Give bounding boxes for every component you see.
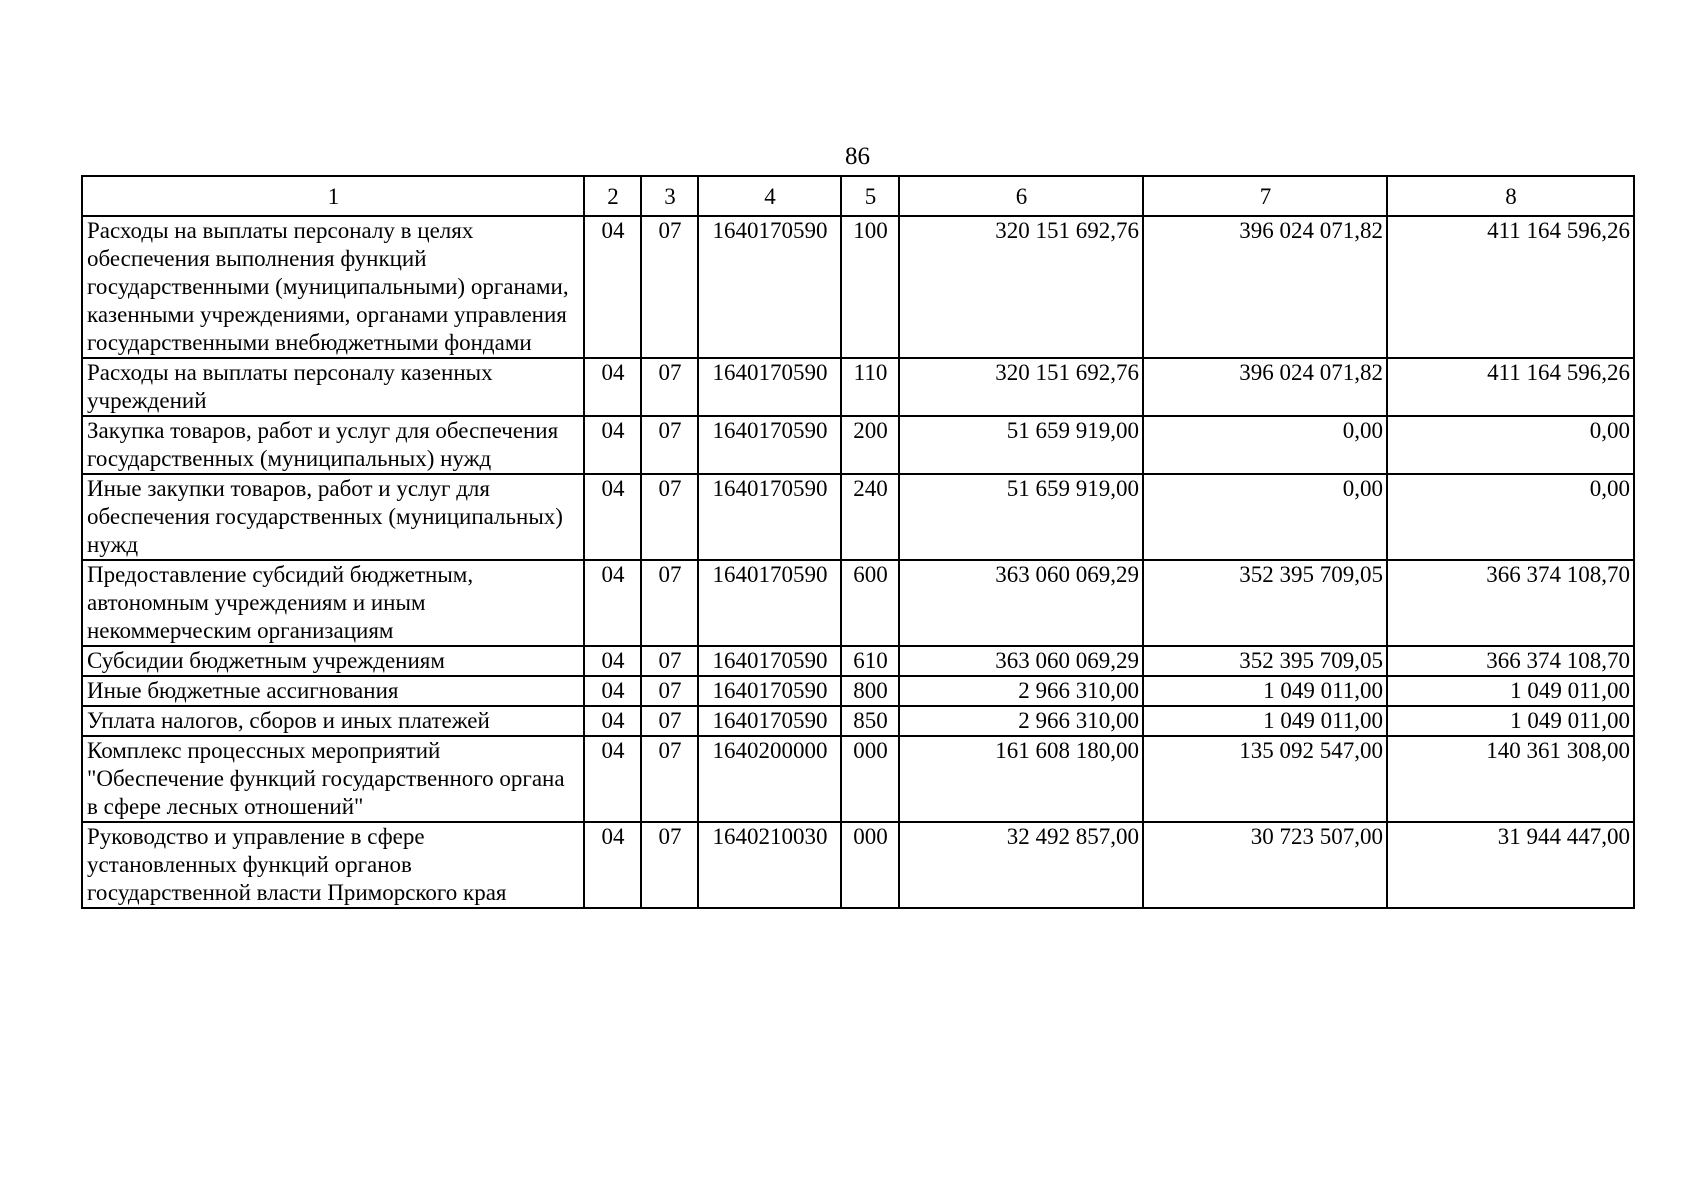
section-code-cell: 04 — [584, 560, 641, 646]
row-name-cell: Закупка товаров, работ и услуг для обеспечения государственных (муниципальных) нужд — [82, 416, 584, 474]
amount-cell-col6: 320 151 692,76 — [899, 216, 1143, 358]
amount-cell-col6: 363 060 069,29 — [899, 560, 1143, 646]
budget-table — [81, 175, 1635, 909]
table-row — [82, 560, 1634, 646]
target-article-cell: 1640170590 — [698, 646, 841, 676]
table-row — [82, 416, 1634, 474]
column-header: 6 — [899, 176, 1143, 216]
section-code-cell: 04 — [584, 736, 641, 822]
row-name-cell: Руководство и управление в сфере установленных функций органов государственной власти Приморского края — [82, 822, 584, 908]
target-article-cell: 1640170590 — [698, 358, 841, 416]
column-header: 1 — [82, 176, 584, 216]
amount-cell-col7: 30 723 507,00 — [1143, 822, 1387, 908]
amount-cell-col8: 1 049 011,00 — [1387, 706, 1634, 736]
target-article-cell: 1640200000 — [698, 736, 841, 822]
expense-type-cell: 200 — [841, 416, 899, 474]
section-code-cell: 04 — [584, 646, 641, 676]
amount-cell-col8: 0,00 — [1387, 416, 1634, 474]
column-header: 3 — [641, 176, 698, 216]
target-article-cell: 1640170590 — [698, 216, 841, 358]
expense-type-cell: 000 — [841, 736, 899, 822]
amount-cell-col6: 363 060 069,29 — [899, 646, 1143, 676]
table-row — [82, 358, 1634, 416]
amount-cell-col6: 51 659 919,00 — [899, 474, 1143, 560]
subsection-code-cell: 07 — [641, 676, 698, 706]
section-code-cell: 04 — [584, 706, 641, 736]
subsection-code-cell: 07 — [641, 358, 698, 416]
subsection-code-cell: 07 — [641, 416, 698, 474]
header-row — [82, 176, 1634, 216]
expense-type-cell: 600 — [841, 560, 899, 646]
subsection-code-cell: 07 — [641, 736, 698, 822]
row-name-cell: Расходы на выплаты персоналу в целях обеспечения выполнения функций государственными (муниципальными) органами, казенными учреждениями, органами управления государственными внебюджетными фондами — [82, 216, 584, 358]
table-row — [82, 676, 1634, 706]
subsection-code-cell: 07 — [641, 646, 698, 676]
row-name-cell: Уплата налогов, сборов и иных платежей — [82, 706, 584, 736]
subsection-code-cell: 07 — [641, 822, 698, 908]
target-article-cell: 1640210030 — [698, 822, 841, 908]
column-header: 5 — [841, 176, 899, 216]
table-row — [82, 216, 1634, 358]
target-article-cell: 1640170590 — [698, 416, 841, 474]
expense-type-cell: 240 — [841, 474, 899, 560]
target-article-cell: 1640170590 — [698, 474, 841, 560]
subsection-code-cell: 07 — [641, 216, 698, 358]
amount-cell-col8: 366 374 108,70 — [1387, 560, 1634, 646]
section-code-cell: 04 — [584, 676, 641, 706]
target-article-cell: 1640170590 — [698, 706, 841, 736]
expense-type-cell: 100 — [841, 216, 899, 358]
table-row — [82, 474, 1634, 560]
row-name-cell: Иные бюджетные ассигнования — [82, 676, 584, 706]
row-name-cell: Комплекс процессных мероприятий "Обеспечение функций государственного органа в сфере лесных отношений" — [82, 736, 584, 822]
amount-cell-col8: 1 049 011,00 — [1387, 676, 1634, 706]
amount-cell-col7: 396 024 071,82 — [1143, 216, 1387, 358]
table-row — [82, 736, 1634, 822]
expense-type-cell: 000 — [841, 822, 899, 908]
amount-cell-col8: 366 374 108,70 — [1387, 646, 1634, 676]
target-article-cell: 1640170590 — [698, 560, 841, 646]
amount-cell-col8: 140 361 308,00 — [1387, 736, 1634, 822]
amount-cell-col7: 1 049 011,00 — [1143, 676, 1387, 706]
expense-type-cell: 610 — [841, 646, 899, 676]
amount-cell-col7: 0,00 — [1143, 416, 1387, 474]
row-name-cell: Иные закупки товаров, работ и услуг для обеспечения государственных (муниципальных) нужд — [82, 474, 584, 560]
section-code-cell: 04 — [584, 216, 641, 358]
amount-cell-col7: 352 395 709,05 — [1143, 560, 1387, 646]
amount-cell-col7: 396 024 071,82 — [1143, 358, 1387, 416]
row-name-cell: Субсидии бюджетным учреждениям — [82, 646, 584, 676]
column-header: 2 — [584, 176, 641, 216]
amount-cell-col8: 0,00 — [1387, 474, 1634, 560]
section-code-cell: 04 — [584, 416, 641, 474]
page-number: 86 — [845, 143, 870, 170]
amount-cell-col7: 0,00 — [1143, 474, 1387, 560]
table-row — [82, 706, 1634, 736]
expense-type-cell: 800 — [841, 676, 899, 706]
row-name-cell: Расходы на выплаты персоналу казенных учреждений — [82, 358, 584, 416]
section-code-cell: 04 — [584, 474, 641, 560]
amount-cell-col7: 1 049 011,00 — [1143, 706, 1387, 736]
amount-cell-col7: 135 092 547,00 — [1143, 736, 1387, 822]
target-article-cell: 1640170590 — [698, 676, 841, 706]
row-name-cell: Предоставление субсидий бюджетным, автономным учреждениям и иным некоммерческим организациям — [82, 560, 584, 646]
column-header: 8 — [1387, 176, 1634, 216]
section-code-cell: 04 — [584, 358, 641, 416]
amount-cell-col6: 32 492 857,00 — [899, 822, 1143, 908]
amount-cell-col6: 161 608 180,00 — [899, 736, 1143, 822]
section-code-cell: 04 — [584, 822, 641, 908]
amount-cell-col6: 2 966 310,00 — [899, 676, 1143, 706]
subsection-code-cell: 07 — [641, 560, 698, 646]
amount-cell-col8: 411 164 596,26 — [1387, 216, 1634, 358]
table-row — [82, 822, 1634, 908]
amount-cell-col8: 411 164 596,26 — [1387, 358, 1634, 416]
expense-type-cell: 110 — [841, 358, 899, 416]
subsection-code-cell: 07 — [641, 706, 698, 736]
amount-cell-col6: 320 151 692,76 — [899, 358, 1143, 416]
amount-cell-col6: 51 659 919,00 — [899, 416, 1143, 474]
table-row — [82, 646, 1634, 676]
amount-cell-col7: 352 395 709,05 — [1143, 646, 1387, 676]
amount-cell-col6: 2 966 310,00 — [899, 706, 1143, 736]
table-body — [82, 216, 1634, 908]
amount-cell-col8: 31 944 447,00 — [1387, 822, 1634, 908]
subsection-code-cell: 07 — [641, 474, 698, 560]
column-header: 7 — [1143, 176, 1387, 216]
column-header: 4 — [698, 176, 841, 216]
expense-type-cell: 850 — [841, 706, 899, 736]
